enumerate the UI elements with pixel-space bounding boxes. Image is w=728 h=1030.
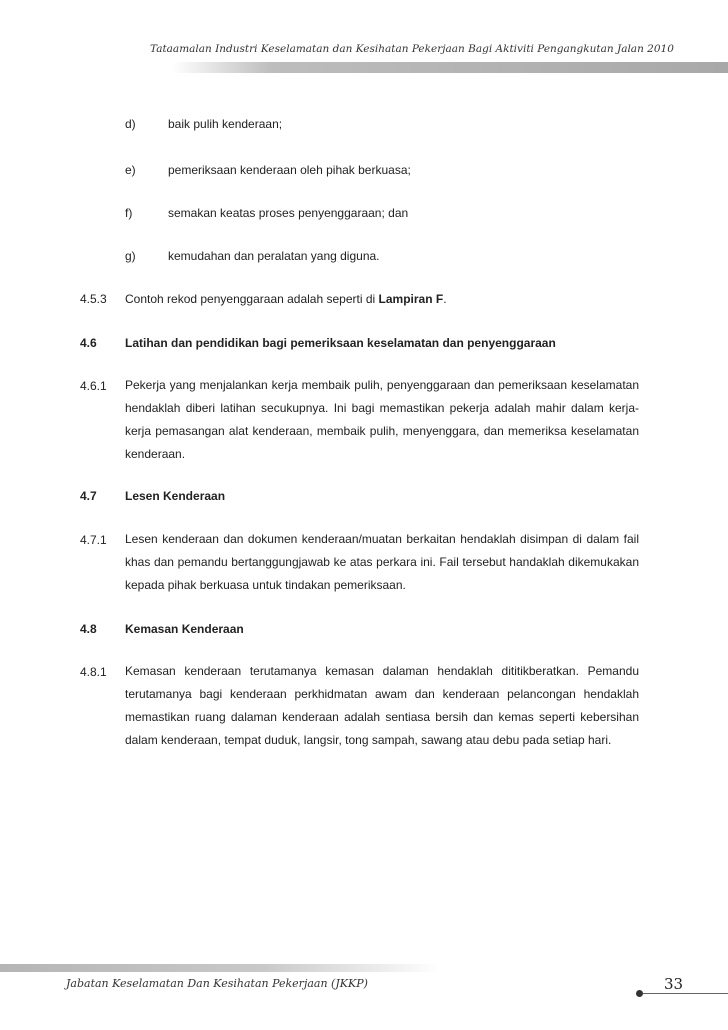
section-paragraph-4-8-1: Kemasan kenderaan terutamanya kemasan dalaman hendaklah dititikberatkan. Pemandu terutamanya bagi kenderaan perkhidmatan awam dan kenderaan pelancongan hendaklah memastikan ruang dalaman kenderaan adalah sentiasa bersih dan kemas seperti kebersihan dalam kenderaan, tempat duduk, langsir, tong sampah, sawang atau debu pada setiap hari. (125, 664, 639, 747)
running-footer: Jabatan Keselamatan Dan Kesihatan Pekerjaan (JKKP) (66, 977, 368, 990)
header-rule (172, 62, 728, 73)
section-paragraph-4-7-1: Lesen kenderaan dan dokumen kenderaan/muatan berkaitan hendaklah disimpan di dalam fail khas dan pemandu bertanggungjawab ke atas perkara ini. Fail tersebut handaklah dikemukakan kepada pihak berkuasa untuk tindakan pemeriksaan. (125, 532, 639, 592)
section-number-4-7: 4.7 (80, 489, 97, 503)
list-item-letter: e) (125, 163, 136, 177)
section-heading-4-7: Lesen Kenderaan (125, 489, 226, 503)
page-number: 33 (664, 975, 684, 993)
running-header: Tataamalan Industri Keselamatan dan Kesihatan Pekerjaan Bagi Aktiviti Pengangkutan Jalan 2010 (150, 43, 674, 55)
footer-bullet-icon (636, 990, 643, 997)
list-item-letter: f) (125, 206, 133, 220)
section-text-4-5-3 (125, 292, 447, 306)
list-item-text: baik pulih kenderaan; (168, 117, 283, 131)
list-item-text: semakan keatas proses penyenggaraan; dan (168, 206, 409, 220)
list-item-text: kemudahan dan peralatan yang diguna. (168, 249, 380, 263)
section-number-4-6: 4.6 (80, 336, 97, 350)
section-text-4-5-3-before: Contoh rekod penyenggaraan adalah seperti di (125, 292, 379, 306)
section-number-4-8: 4.8 (80, 622, 97, 636)
footer-line (640, 993, 728, 994)
list-item-letter: d) (125, 117, 136, 131)
section-heading-4-6: Latihan dan pendidikan bagi pemeriksaan keselamatan dan penyenggaraan (125, 336, 556, 350)
section-heading-4-8: Kemasan Kenderaan (125, 622, 244, 636)
footer-rule (0, 964, 440, 972)
section-text-4-5-3-after: . (443, 292, 447, 306)
section-number-4-5-3: 4.5.3 (80, 292, 107, 306)
list-item-text: pemeriksaan kenderaan oleh pihak berkuasa; (168, 163, 411, 177)
list-item-letter: g) (125, 249, 136, 263)
section-number-4-8-1: 4.8.1 (80, 665, 107, 679)
section-number-4-6-1: 4.6.1 (80, 379, 107, 393)
section-paragraph-4-6-1: Pekerja yang menjalankan kerja membaik pulih, penyenggaraan dan pemeriksaan keselamatan hendaklah diberi latihan secukupnya. Ini bagi memastikan pekerja adalah mahir dalam kerja-kerja pemasangan alat kenderaan, membaik pulih, menyenggara, dan memeriksa keselamatan kenderaan. (125, 378, 639, 461)
appendix-reference: Lampiran F (378, 292, 444, 306)
section-number-4-7-1: 4.7.1 (80, 533, 107, 547)
